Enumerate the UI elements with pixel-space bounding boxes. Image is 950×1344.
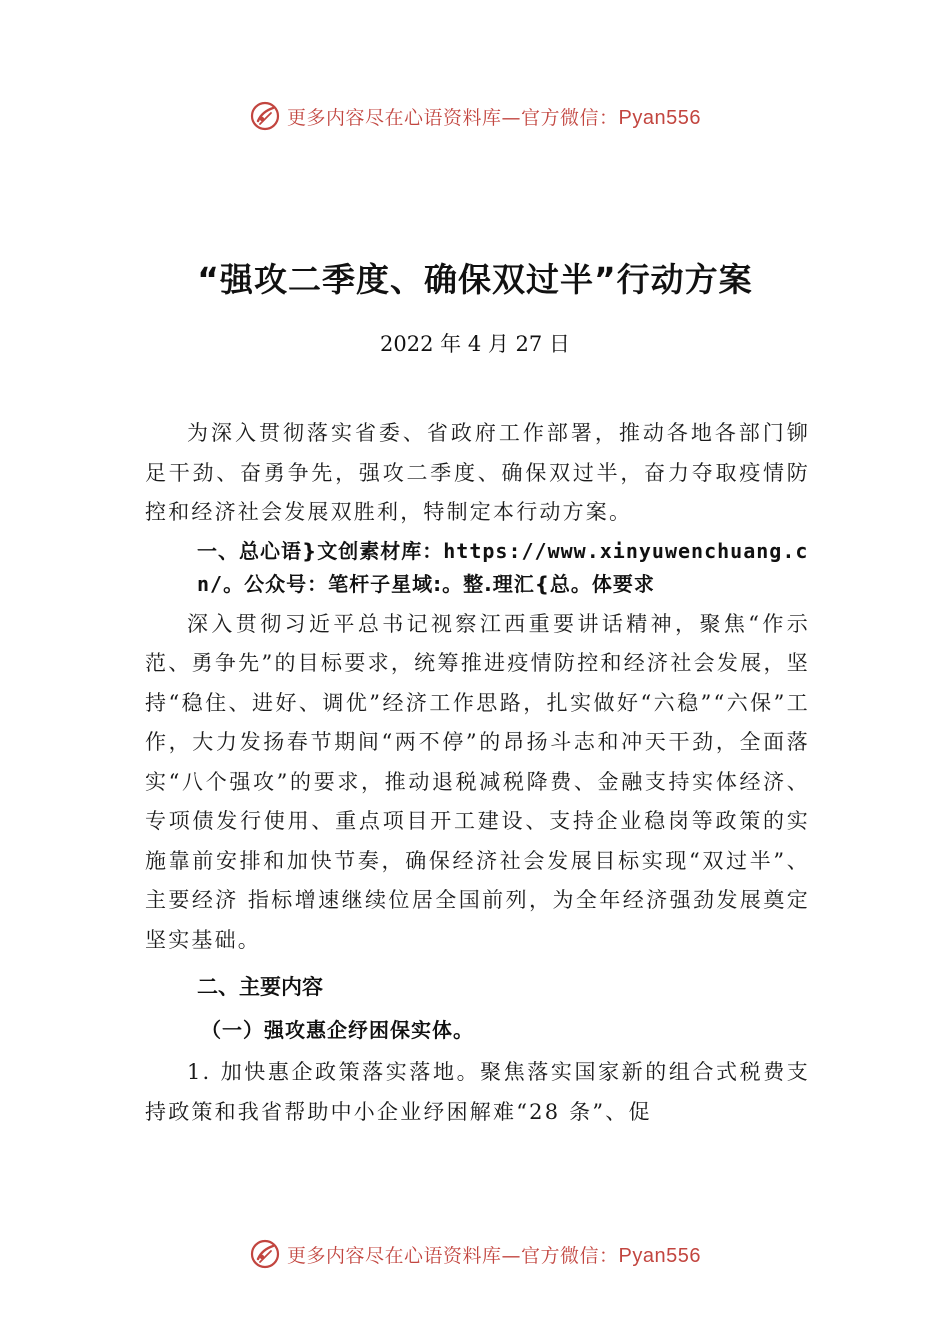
section1-paragraph: 深入贯彻习近平总书记视察江西重要讲话精神，聚焦“作示范、勇争先”的目标要求，统筹推进疫情防控和经济社会发展，坚持“稳住、进好、调优”经济工作思路，扎实做好“六稳”“六保”工作，大力发扬春节期间“两不停”的昂扬斗志和冲天干劲，全面落实“八个强攻”的要求，推动退税减税降费、金融支持实体经济、专项债发行使用、重点项目开工建设、支持企业稳岗等政策的实施靠前安排和加快节奏，确保经济社会发展目标实现“双过半”、主要经济 指标增速继续位居全国前列，为全年经济强劲发展奠定坚实基础。 bbox=[145, 611, 810, 952]
banner-library-name: 更多内容尽在心语资料库 bbox=[287, 106, 502, 129]
section1-heading-url: https://www.xinyuwenchuang.cn/ bbox=[197, 538, 809, 596]
header-banner bbox=[0, 96, 950, 136]
banner-wechat-id: Pyan556 bbox=[618, 1244, 701, 1267]
banner-wechat-label: 官方微信： bbox=[521, 1244, 619, 1267]
library-logo-icon bbox=[249, 1238, 281, 1270]
subsection1-heading: （一）强攻惠企纾困保实体。 bbox=[201, 1018, 474, 1042]
footer-banner bbox=[0, 1234, 950, 1274]
section1-heading-prefix: 一、总心语}文创素材库： bbox=[197, 538, 444, 563]
banner-wechat-id: Pyan556 bbox=[618, 106, 701, 129]
banner-wechat-label: 官方微信： bbox=[521, 106, 619, 129]
section1-heading-suffix: 。公众号：笔杆子星域:。整.理汇{总。体要求 bbox=[223, 571, 655, 596]
library-logo-icon bbox=[249, 100, 281, 132]
banner-text bbox=[287, 103, 701, 130]
section2-heading: 二、主要内容 bbox=[197, 975, 323, 999]
banner-library-name: 更多内容尽在心语资料库 bbox=[287, 1244, 502, 1267]
document-body bbox=[145, 414, 810, 1132]
intro-paragraph: 为深入贯彻落实省委、省政府工作部署，推动各地各部门铆足干劲、奋勇争先，强攻二季度、确保双过半，奋力夺取疫情防控和经济社会发展双胜利，特制定本行动方案。 bbox=[145, 421, 810, 524]
document-date: 2022 年 4 月 27 日 bbox=[380, 332, 570, 356]
section1-heading bbox=[145, 535, 837, 601]
item1-paragraph: 1. 加快惠企政策落实落地。聚焦落实国家新的组合式税费支持政策和我省帮助中小企业纾困解难“28 条”、促 bbox=[145, 1060, 810, 1124]
banner-dash: — bbox=[501, 1244, 522, 1267]
document-title: “强攻二季度、确保双过半”行动方案 bbox=[197, 260, 753, 299]
banner-dash: — bbox=[501, 106, 522, 129]
banner-text bbox=[287, 1241, 701, 1268]
